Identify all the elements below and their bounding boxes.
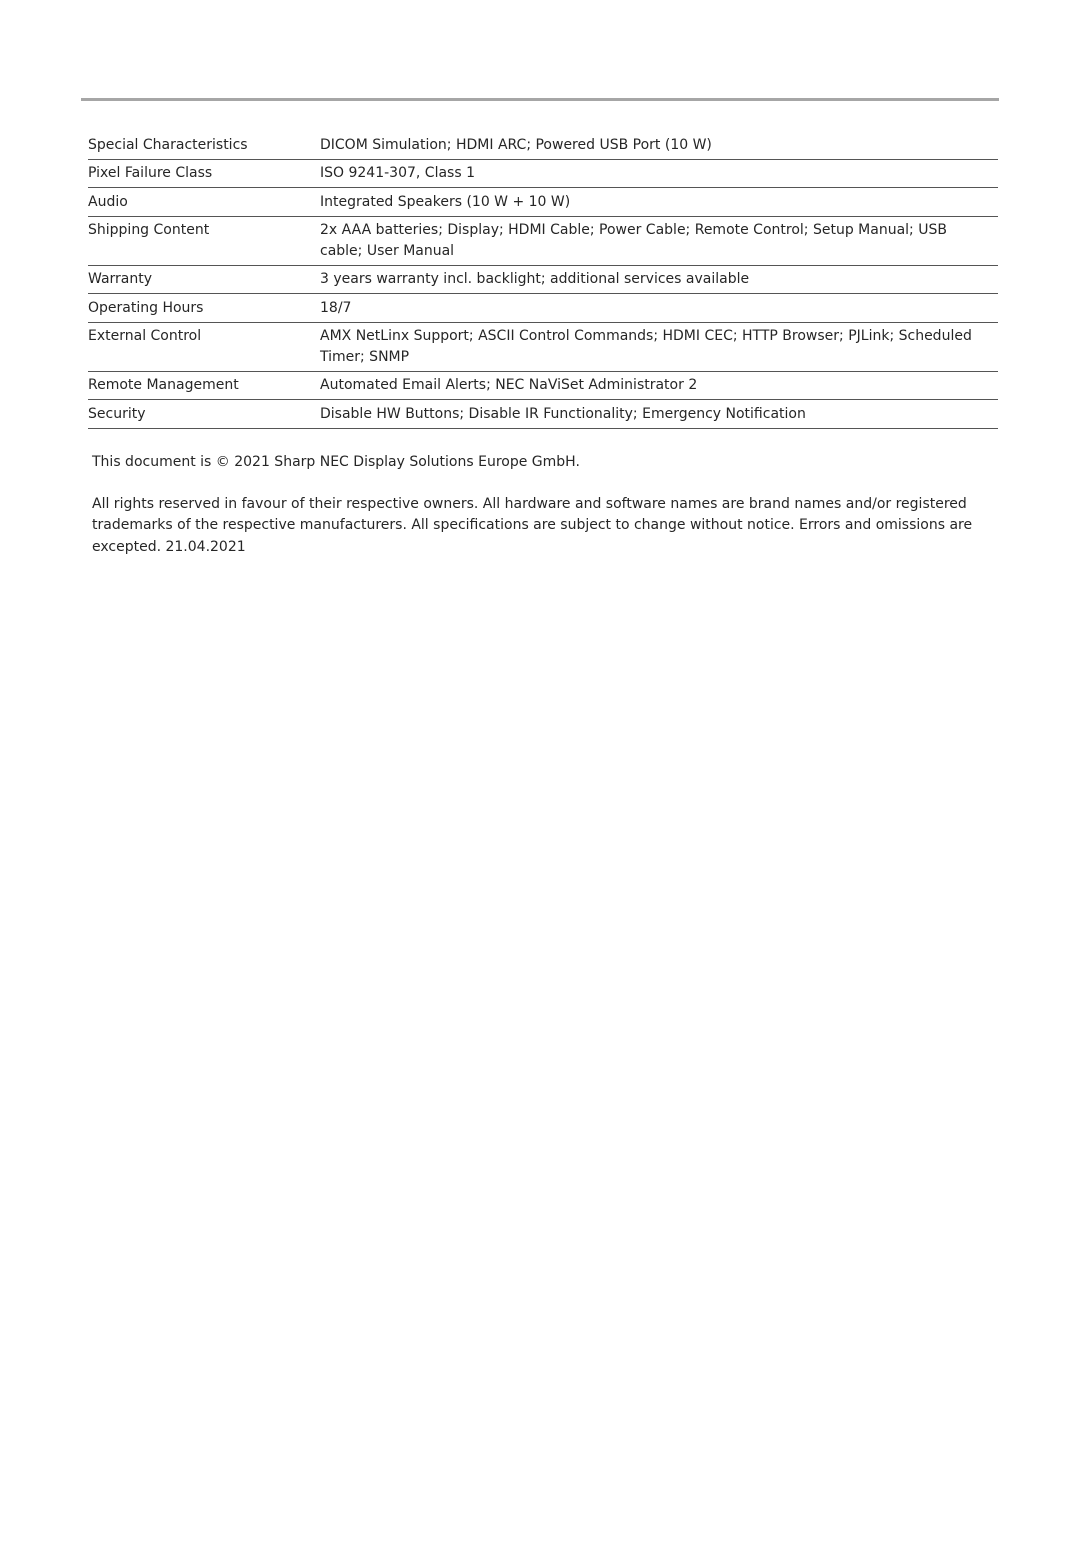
table-row (88, 294, 998, 323)
spec-value: ISO 9241-307, Class 1 (320, 159, 998, 188)
spec-label: Pixel Failure Class (88, 159, 320, 188)
spec-value: 18/7 (320, 294, 998, 323)
rights-disclaimer: All rights reserved in favour of their respective owners. All hardware and software names are brand names and/or registered trademarks of the respective manufacturers. All specifications are subject to change without notice. Errors and omissions are excepted. 21.04.2021 (92, 495, 973, 555)
spec-label: Warranty (88, 265, 320, 294)
table-row (88, 400, 998, 429)
spec-value: 2x AAA batteries; Display; HDMI Cable; Power Cable; Remote Control; Setup Manual; USB cable; User Manual (320, 216, 998, 265)
spec-label: Shipping Content (88, 216, 320, 265)
spec-value: Automated Email Alerts; NEC NaViSet Administrator 2 (320, 371, 998, 400)
table-row (88, 265, 998, 294)
table-row (88, 216, 998, 265)
spec-value: AMX NetLinx Support; ASCII Control Commands; HDMI CEC; HTTP Browser; PJLink; Scheduled Timer; SNMP (320, 322, 998, 371)
spec-value: Disable HW Buttons; Disable IR Functionality; Emergency Notification (320, 400, 998, 429)
spec-label: External Control (88, 322, 320, 371)
spec-label: Audio (88, 188, 320, 217)
table-row (88, 131, 998, 159)
table-row (88, 159, 998, 188)
specifications-table (88, 131, 998, 429)
spec-value: DICOM Simulation; HDMI ARC; Powered USB Port (10 W) (320, 131, 998, 159)
copyright-notice: This document is © 2021 Sharp NEC Display Solutions Europe GmbH. (92, 454, 580, 470)
table-row (88, 322, 998, 371)
spec-label: Operating Hours (88, 294, 320, 323)
spec-label: Security (88, 400, 320, 429)
table-row (88, 371, 998, 400)
header-divider (81, 98, 999, 101)
spec-value: Integrated Speakers (10 W + 10 W) (320, 188, 998, 217)
table-row (88, 188, 998, 217)
spec-value: 3 years warranty incl. backlight; additional services available (320, 265, 998, 294)
document-footer (92, 452, 992, 558)
spec-label: Special Characteristics (88, 131, 320, 159)
spec-label: Remote Management (88, 371, 320, 400)
